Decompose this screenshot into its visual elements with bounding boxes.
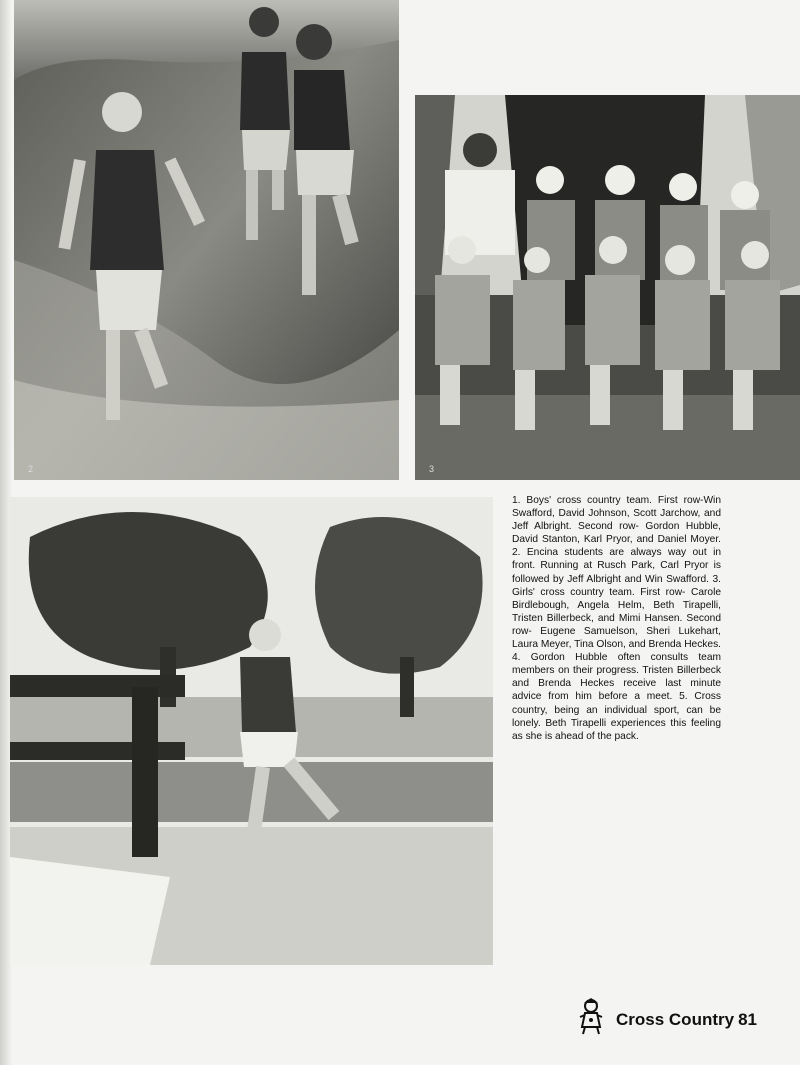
photo-runners-on-hill	[14, 0, 399, 480]
photo-lone-runner-image	[10, 497, 493, 965]
section-name: Cross Country	[616, 1010, 735, 1029]
section-title	[616, 1010, 757, 1030]
photo-number-3: 3	[429, 464, 435, 474]
photo-lone-runner	[10, 497, 493, 965]
photo-girls-team-image	[415, 95, 800, 480]
photo-girls-team	[415, 95, 800, 480]
page-number: 81	[738, 1010, 757, 1029]
page-footer	[574, 997, 774, 1037]
mascot-icon	[574, 997, 608, 1035]
photo-number-2: 2	[28, 464, 34, 474]
photo-runners-image	[14, 0, 399, 480]
photo-caption: 1. Boys' cross country team. First row-Win Swafford, David Johnson, Scott Jarchow, and Jeff Albright. Second row- Gordon Hubble, David Stanton, Karl Pryor, and Daniel Moyer. 2. Encina students are always way out in front. Running at Rusch Park, Carl Pryor is followed by Jeff Albright and Win Swafford. 3. Girls' cross country team. First row- Carole Birdlebough, Angela Helm, Beth Tirapelli, Tristen Billerbeck, and Mimi Hansen. Second row- Eugene Samuelson, Sheri Lukehart, Laura Meyer, Tina Olson, and Brenda Heckes. 4. Gordon Hubble often consults team members on their progress. Tristen Billerbeck and Brenda Heckes receive last minute advice from him before a meet. 5. Cross country, being an individual sport, can be lonely. Beth Tirapelli experiences this feeling as she is ahead of the pack.	[512, 495, 721, 742]
